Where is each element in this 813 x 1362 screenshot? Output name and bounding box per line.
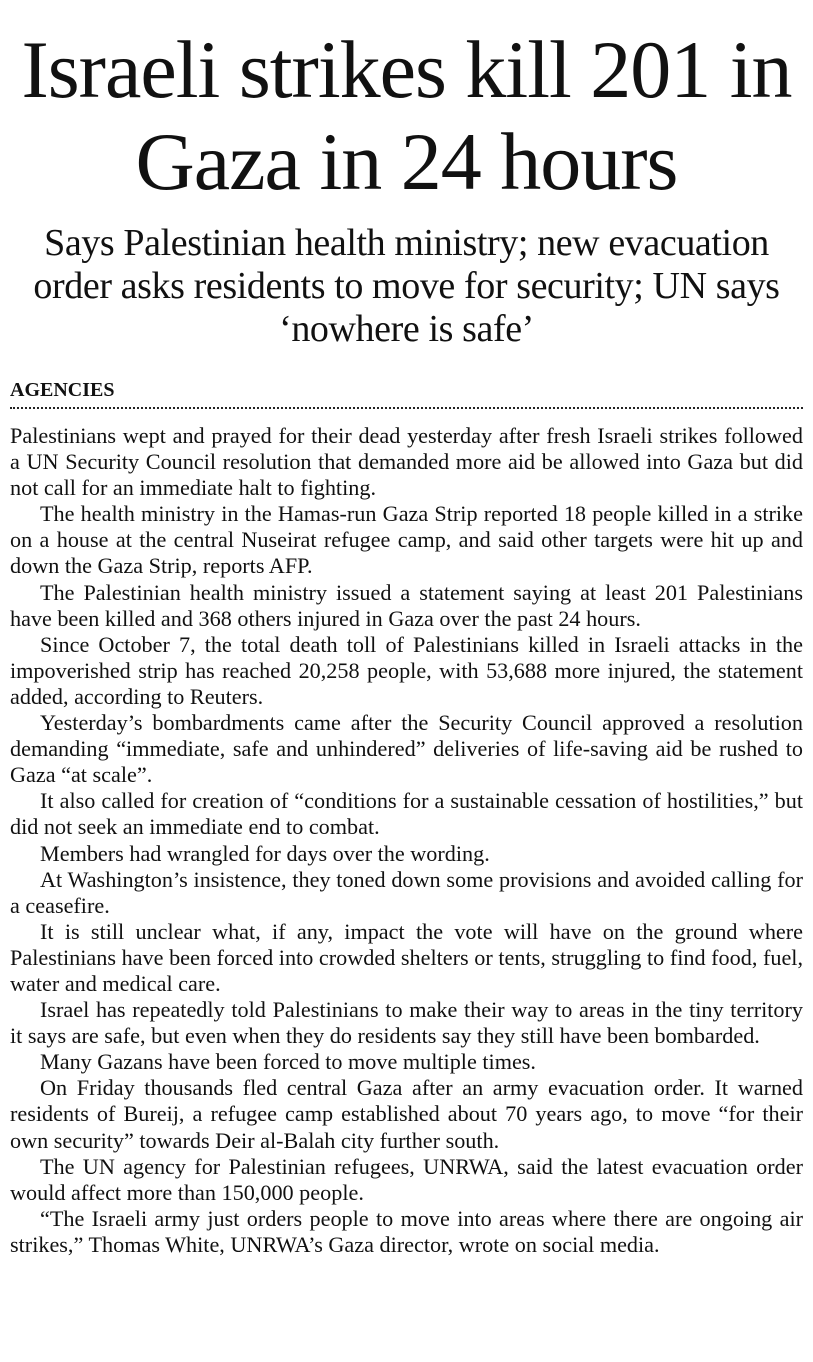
- article-paragraph: The Palestinian health ministry issued a statement saying at least 201 Palestinians have been killed and 368 others injured in Gaza over the past 24 hours.: [10, 579, 803, 631]
- subheadline: Says Palestinian health ministry; new evacuation order asks residents to move for security; UN says ‘nowhere is safe’: [33, 222, 780, 350]
- article-paragraph: Israel has repeatedly told Palestinians to make their way to areas in the tiny territory it says are safe, but even when they do residents say they still have been bombarded.: [10, 997, 803, 1049]
- article-paragraph: Yesterday’s bombardments came after the Security Council approved a resolution demanding “immediate, safe and unhindered” deliveries of life-saving aid be rushed to Gaza “at scale”.: [10, 710, 803, 788]
- byline: AGENCIES: [10, 379, 115, 401]
- article-paragraph: Members had wrangled for days over the wording.: [40, 840, 490, 866]
- article-paragraph: “The Israeli army just orders people to move into areas where there are ongoing air strikes,” Thomas White, UNRWA’s Gaza director, wrote on social media.: [10, 1205, 803, 1257]
- article-paragraph: Since October 7, the total death toll of Palestinians killed in Israeli attacks in the impoverished strip has reached 20,258 people, with 53,688 more injured, the statement added, according to Reuters.: [10, 631, 803, 709]
- article-paragraph: It is still unclear what, if any, impact the vote will have on the ground where Palestinians have been forced into crowded shelters or tents, struggling to find food, fuel, water and medical care.: [10, 918, 803, 996]
- headline: Israeli strikes kill 201 in Gaza in 24 hours: [21, 24, 792, 207]
- article-paragraph: It also called for creation of “conditions for a sustainable cessation of hostilities,” but did not seek an immediate end to combat.: [10, 788, 803, 840]
- article-paragraph: On Friday thousands fled central Gaza after an army evacuation order. It warned residents of Bureij, a refugee camp established about 70 years ago, to move “for their own security” towards Deir al-Balah city further south.: [10, 1075, 803, 1153]
- article-body: [10, 423, 803, 1258]
- article-paragraph: The UN agency for Palestinian refugees, UNRWA, said the latest evacuation order would affect more than 150,000 people.: [10, 1153, 803, 1205]
- article-paragraph: The health ministry in the Hamas-run Gaza Strip reported 18 people killed in a strike on a house at the central Nuseirat refugee camp, and said other targets were hit up and down the Gaza Strip, reports AFP.: [10, 501, 803, 579]
- dotted-divider: [10, 407, 803, 409]
- article-paragraph: At Washington’s insistence, they toned down some provisions and avoided calling for a ceasefire.: [10, 866, 803, 918]
- article-paragraph: Palestinians wept and prayed for their dead yesterday after fresh Israeli strikes followed a UN Security Council resolution that demanded more aid be allowed into Gaza but did not call for an immediate halt to fighting.: [10, 423, 803, 501]
- article-paragraph: Many Gazans have been forced to move multiple times.: [40, 1049, 536, 1075]
